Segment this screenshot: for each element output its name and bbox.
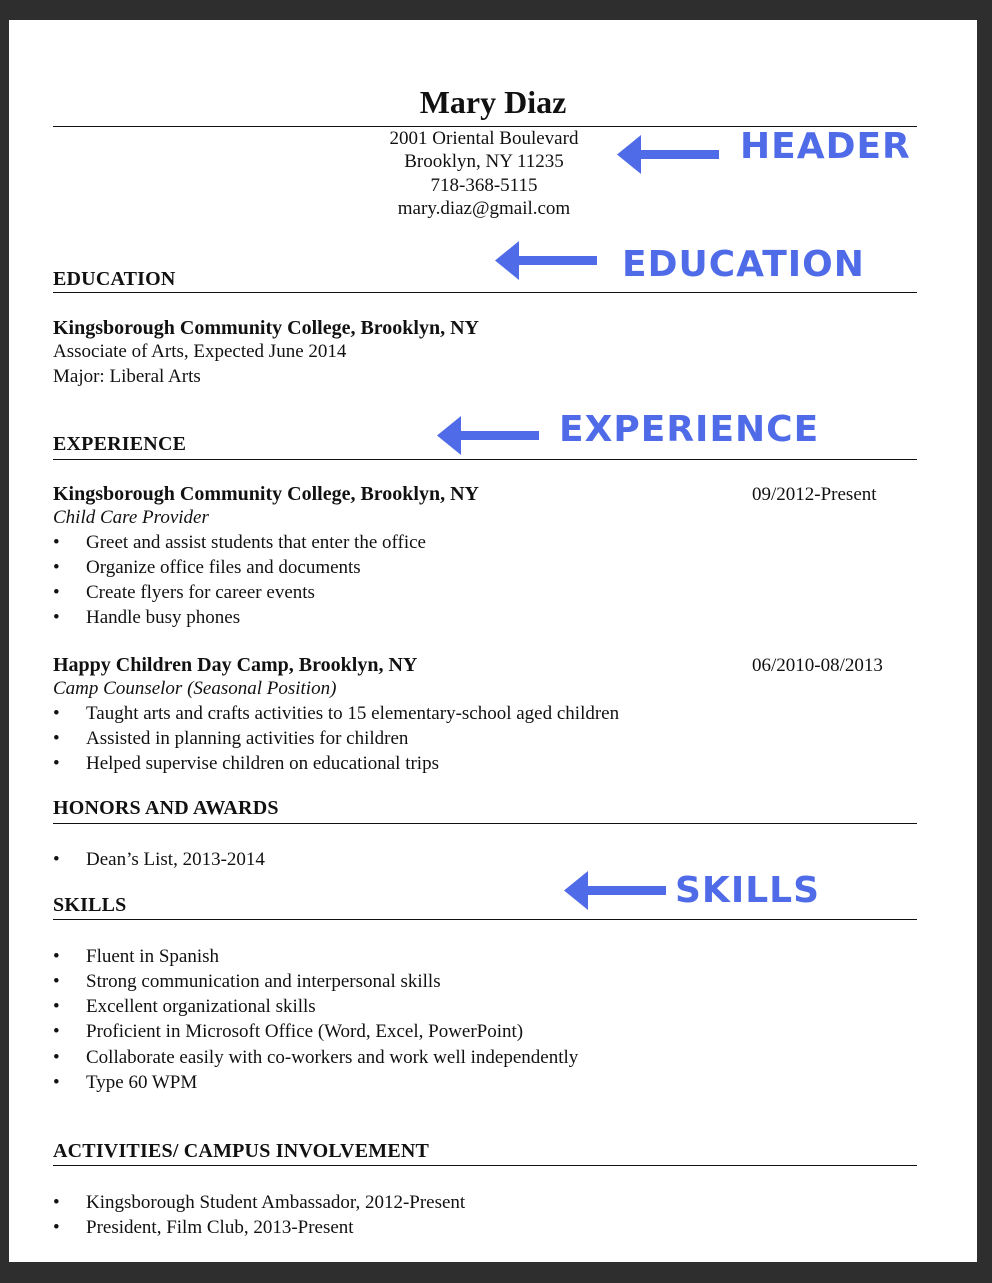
contact-address: 2001 Oriental Boulevard xyxy=(389,128,579,149)
header-arrow-icon xyxy=(617,134,721,176)
bullet-glyph: • xyxy=(53,1072,60,1093)
bullet-glyph: • xyxy=(53,557,60,578)
job-role: Camp Counselor (Seasonal Position) xyxy=(53,678,337,699)
activities-heading: ACTIVITIES/ CAMPUS INVOLVEMENT xyxy=(53,1140,430,1162)
education-major: Major: Liberal Arts xyxy=(53,366,201,387)
bullet-glyph: • xyxy=(53,971,60,992)
contact-email: mary.diaz@gmail.com xyxy=(397,198,571,219)
bullet-glyph: • xyxy=(53,1192,60,1213)
bullet-glyph: • xyxy=(53,946,60,967)
contact-phone: 718-368-5115 xyxy=(430,175,538,196)
skills-arrow-icon xyxy=(564,870,668,912)
contact-city: Brooklyn, NY 11235 xyxy=(404,151,564,172)
experience-rule xyxy=(53,459,917,460)
resume-page xyxy=(9,20,977,1262)
honors-rule xyxy=(53,823,917,824)
list-item: • Kingsborough Student Ambassador, 2012-Present xyxy=(53,1192,466,1213)
job-org: Kingsborough Community College, Brooklyn, NY xyxy=(53,483,479,505)
education-rule xyxy=(53,292,917,293)
bullet-glyph: • xyxy=(53,607,60,628)
job-dates: 09/2012-Present xyxy=(752,484,877,505)
list-item: • Taught arts and crafts activities to 15 elementary-school aged children xyxy=(53,703,620,724)
bullet-glyph: • xyxy=(53,728,60,749)
education-heading: EDUCATION xyxy=(53,268,176,290)
education-school: Kingsborough Community College, Brooklyn, NY xyxy=(53,317,479,339)
skills-rule xyxy=(53,919,917,920)
bullet-glyph: • xyxy=(53,703,60,724)
list-item: • Organize office files and documents xyxy=(53,557,361,578)
bullet-glyph: • xyxy=(53,532,60,553)
bullet-glyph: • xyxy=(53,1047,60,1068)
annotation-skills: SKILLS xyxy=(675,870,821,911)
bullet-glyph: • xyxy=(53,849,60,870)
job-role: Child Care Provider xyxy=(53,507,209,528)
list-item: • President, Film Club, 2013-Present xyxy=(53,1217,354,1238)
job-dates: 06/2010-08/2013 xyxy=(752,655,883,676)
honors-heading: HONORS AND AWARDS xyxy=(53,797,279,819)
list-item: • Handle busy phones xyxy=(53,607,241,628)
experience-arrow-icon xyxy=(437,415,541,457)
bullet-glyph: • xyxy=(53,996,60,1017)
bullet-glyph: • xyxy=(53,1021,60,1042)
list-item: • Type 60 WPM xyxy=(53,1072,198,1093)
education-degree: Associate of Arts, Expected June 2014 xyxy=(53,341,347,362)
list-item: • Helped supervise children on educational trips xyxy=(53,753,439,774)
bullet-glyph: • xyxy=(53,1217,60,1238)
annotation-header: HEADER xyxy=(740,126,911,167)
bullet-glyph: • xyxy=(53,753,60,774)
job-org: Happy Children Day Camp, Brooklyn, NY xyxy=(53,654,418,676)
annotation-experience: EXPERIENCE xyxy=(559,409,820,450)
education-arrow-icon xyxy=(495,240,599,282)
list-item: • Excellent organizational skills xyxy=(53,996,316,1017)
list-item: • Dean’s List, 2013-2014 xyxy=(53,849,265,870)
list-item: • Fluent in Spanish xyxy=(53,946,220,967)
list-item: • Greet and assist students that enter the office xyxy=(53,532,426,553)
list-item: • Create flyers for career events xyxy=(53,582,315,603)
activities-rule xyxy=(53,1165,917,1166)
list-item: • Assisted in planning activities for children xyxy=(53,728,409,749)
annotation-education: EDUCATION xyxy=(622,244,865,285)
experience-heading: EXPERIENCE xyxy=(53,433,187,455)
bullet-glyph: • xyxy=(53,582,60,603)
list-item: • Strong communication and interpersonal skills xyxy=(53,971,441,992)
list-item: • Collaborate easily with co-workers and work well independently xyxy=(53,1047,579,1068)
skills-heading: SKILLS xyxy=(53,894,127,916)
resume-name: Mary Diaz xyxy=(419,84,567,120)
list-item: • Proficient in Microsoft Office (Word, Excel, PowerPoint) xyxy=(53,1021,524,1042)
